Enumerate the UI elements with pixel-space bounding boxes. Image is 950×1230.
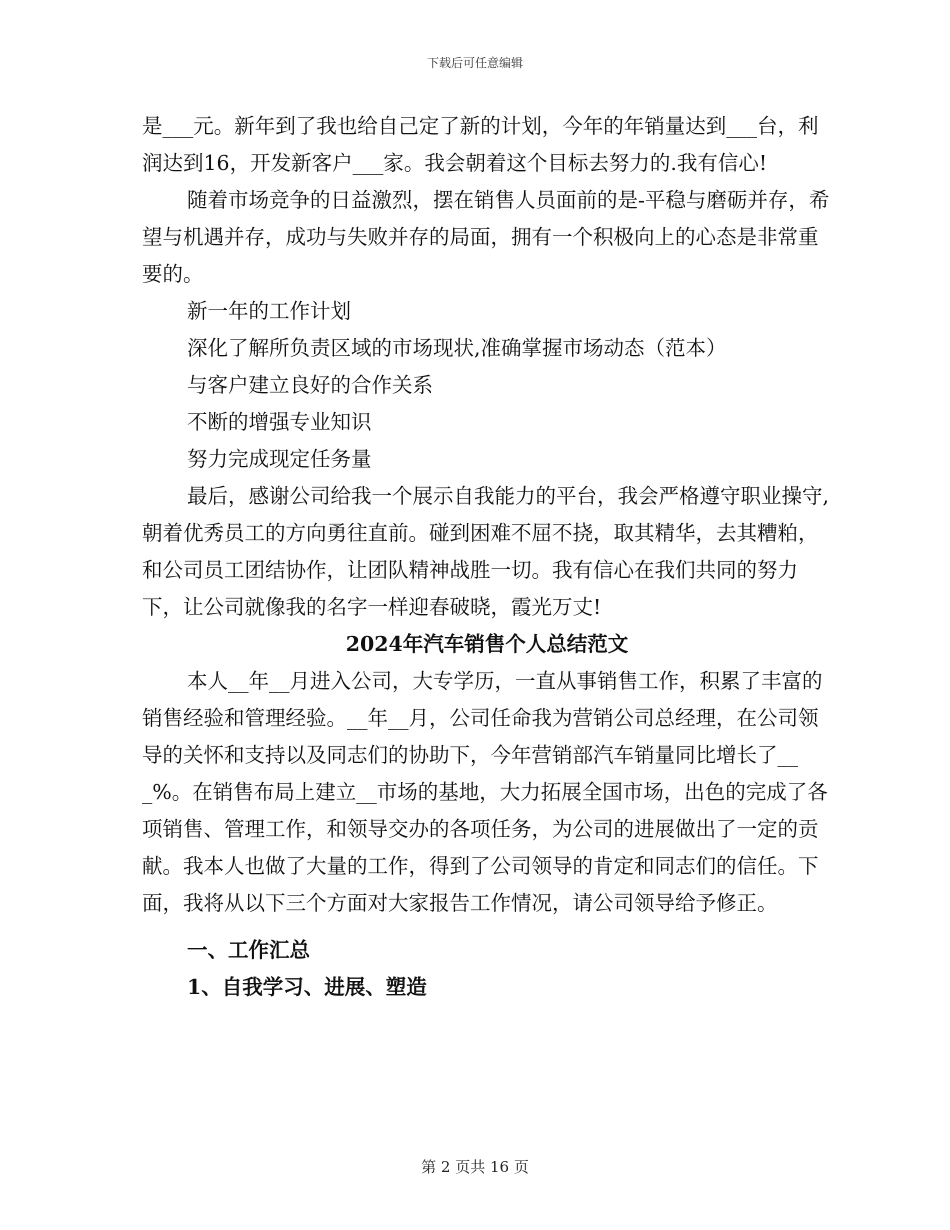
paragraph-continued: 是___元。新年到了我也给自己定了新的计划，今年的年销量达到___台，利润达到16，开发新客户___家。我会朝着这个目标去努力的.我有信心! xyxy=(142,114,819,175)
plan-item: 深化了解所负责区域的市场现状,准确掌握市场动态（范本） xyxy=(187,336,727,360)
paragraph-competition: 随着市场竞争的日益激烈，摆在销售人员面前的是-平稳与磨砺并存，希望与机遇并存，成功与失败并存的局面，拥有一个积极向上的心态是非常重要的。 xyxy=(142,188,830,286)
plan-item: 与客户建立良好的合作关系 xyxy=(187,373,433,397)
plan-title: 新一年的工作计划 xyxy=(187,299,351,323)
paragraph-closing: 最后，感谢公司给我一个展示自我能力的平台，我会严格遵守职业操守,朝着优秀员工的方向勇往直前。碰到困难不屈不挠，取其精华，去其糟粕，和公司员工团结协作，让团队精神战胜一切。我有信心在我们共同的努力下，让公司就像我的名字一样迎春破晓，霞光万丈! xyxy=(142,484,830,619)
page-header: 下载后可任意编辑 xyxy=(426,56,523,70)
heading-self-study: 1、自我学习、进展、塑造 xyxy=(187,975,427,999)
plan-item: 努力完成现定任务量 xyxy=(187,447,372,471)
section-title: 2024年汽车销售个人总结范文 xyxy=(345,632,629,656)
plan-item: 不断的增强专业知识 xyxy=(187,410,372,434)
heading-work-summary: 一、工作汇总 xyxy=(187,938,310,962)
paragraph-intro: 本人__年__月进入公司，大专学历，一直从事销售工作，积累了丰富的销售经验和管理经验。__年__月，公司任命我为营销公司总经理，在公司领导的关怀和支持以及同志们的协助下，今年营销部汽车销量同比增长了___%。在销售布局上建立__市场的基地，大力拓展全国市场，出色的完成了各项销售、管理工作，和领导交办的各项任务，为公司的进展做出了一定的贡献。我本人也做了大量的工作，得到了公司领导的肯定和同志们的信任。下面，我将从以下三个方面对大家报告工作情况，请公司领导给予修正。 xyxy=(142,669,828,915)
page-number: 第 2 页共 16 页 xyxy=(421,1158,529,1176)
document-body xyxy=(142,108,832,1006)
